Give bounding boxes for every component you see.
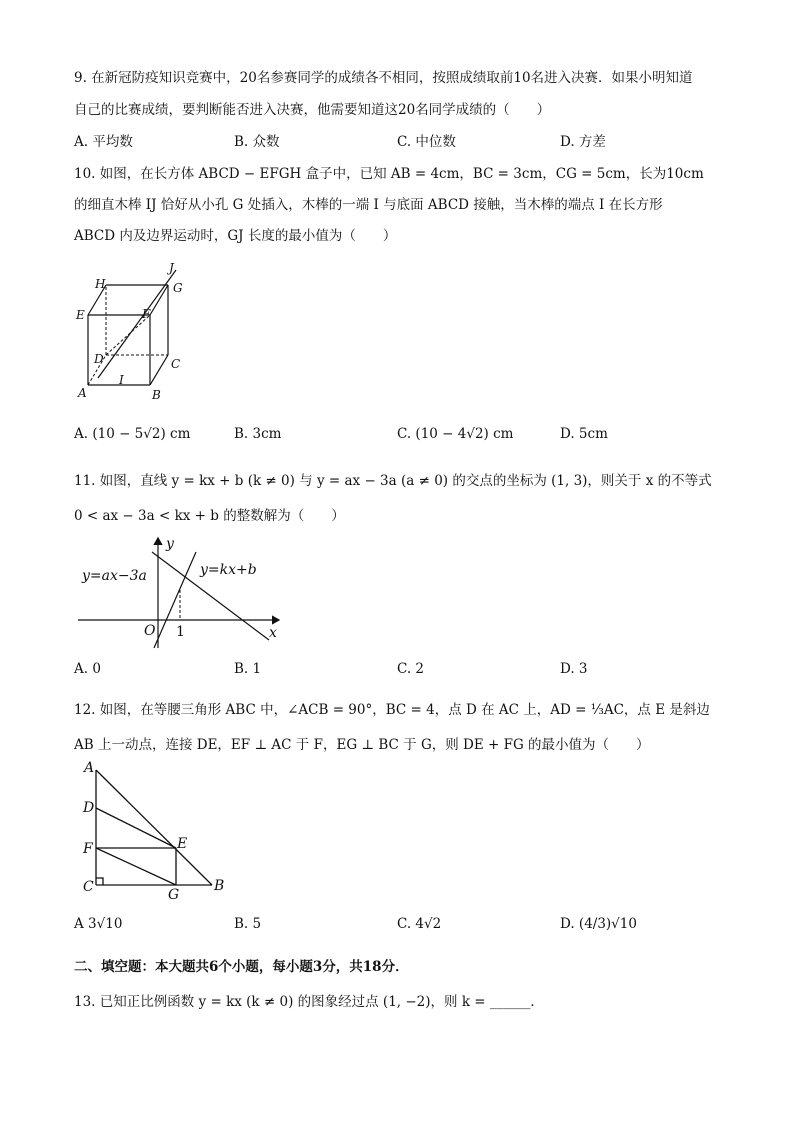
q12-label-g: G xyxy=(168,887,180,903)
q12-option-b: B. 5 xyxy=(234,916,262,932)
q10-option-b: B. 3cm xyxy=(234,426,282,442)
q10-label-c: C xyxy=(171,357,181,371)
q12-label-d: D xyxy=(83,800,95,816)
q11-stem-line2: 0 < ax − 3a < kx + b 的整数解为（ ） xyxy=(74,508,345,524)
q9-stem-line2: 自己的比赛成绩，要判断能否进入决赛，他需要知道这20名同学成绩的（ ） xyxy=(74,102,551,118)
q9-option-a: A. 平均数 xyxy=(74,134,133,150)
q11-stem-line1: 11. 如图，直线 y = kx + b (k ≠ 0) 与 y = ax − 3a (a ≠ 0) 的交点的坐标为 (1, 3)，则关于 x 的不等式 xyxy=(74,473,712,489)
q10-label-h: H xyxy=(95,277,106,291)
q11-label-y: y xyxy=(166,536,174,552)
q13-stem: 13. 已知正比例函数 y = kx (k ≠ 0) 的图象经过点 (1, −2)，则 k = ______． xyxy=(74,994,544,1010)
q9-option-d: D. 方差 xyxy=(560,134,606,150)
q11-option-a: A. 0 xyxy=(74,661,101,677)
q10-option-c: C. (10 − 4√2) cm xyxy=(397,426,514,442)
q11-label-line-a: y=ax−3a xyxy=(82,568,147,584)
q11-label-origin: O xyxy=(144,623,156,639)
q11-graph-figure xyxy=(74,530,289,652)
q10-label-e: E xyxy=(76,308,85,322)
q12-option-d: D. (4/3)√10 xyxy=(560,916,637,932)
q12-option-a: A 3√10 xyxy=(74,916,123,932)
q11-label-line-k: y=kx+b xyxy=(200,562,257,578)
q12-label-a: A xyxy=(84,760,95,776)
q11-option-d: D. 3 xyxy=(560,661,588,677)
section2-heading: 二、填空题：本大题共6个小题，每小题3分，共18分． xyxy=(74,959,409,975)
q11-option-b: B. 1 xyxy=(234,661,262,677)
q10-stem-line2: 的细直木棒 IJ 恰好从小孔 G 处插入，木棒的一端 I 与底面 ABCD 接触，当木棒的端点 I 在长方形 xyxy=(74,197,663,213)
q12-label-b: B xyxy=(214,878,225,894)
q11-label-x: x xyxy=(269,625,277,641)
q10-stem-line1: 10. 如图，在长方体 ABCD − EFGH 盒子中，已知 AB = 4cm，BC = 3cm，CG = 5cm，长为10cm xyxy=(74,166,704,182)
q10-option-d: D. 5cm xyxy=(560,426,608,442)
q12-label-f: F xyxy=(83,841,93,857)
q10-label-b: B xyxy=(152,388,161,402)
q12-option-c: C. 4√2 xyxy=(397,916,442,932)
q9-option-b: B. 众数 xyxy=(234,134,280,150)
q10-option-a: A. (10 − 5√2) cm xyxy=(74,426,191,442)
q10-label-g: G xyxy=(173,281,183,295)
q10-label-d: D xyxy=(94,352,104,366)
q10-label-f: F xyxy=(142,307,151,321)
q12-label-c: C xyxy=(83,879,94,895)
q10-cuboid-figure xyxy=(70,260,200,405)
q12-triangle-figure xyxy=(76,758,236,903)
q9-option-c: C. 中位数 xyxy=(397,134,456,150)
q12-stem-line2: AB 上一动点，连接 DE，EF ⊥ AC 于 F，EG ⊥ BC 于 G，则 DE + FG 的最小值为（ ） xyxy=(74,737,650,753)
q11-label-one: 1 xyxy=(176,624,185,640)
q12-stem-line1: 12. 如图，在等腰三角形 ABC 中，∠ACB = 90°，BC = 4，点 D 在 AC 上，AD = ⅓AC，点 E 是斜边 xyxy=(74,702,710,718)
q11-option-c: C. 2 xyxy=(397,661,425,677)
q12-label-e: E xyxy=(177,836,188,852)
q9-stem-line1: 9. 在新冠防疫知识竞赛中，20名参赛同学的成绩各不相同，按照成绩取前10名进入决赛．如果小明知道 xyxy=(74,70,693,86)
q10-label-i: I xyxy=(119,373,124,387)
q10-stem-line3: ABCD 内及边界运动时，GJ 长度的最小值为（ ） xyxy=(74,228,397,244)
q10-label-a: A xyxy=(78,386,87,400)
q10-label-j: J xyxy=(169,261,174,275)
